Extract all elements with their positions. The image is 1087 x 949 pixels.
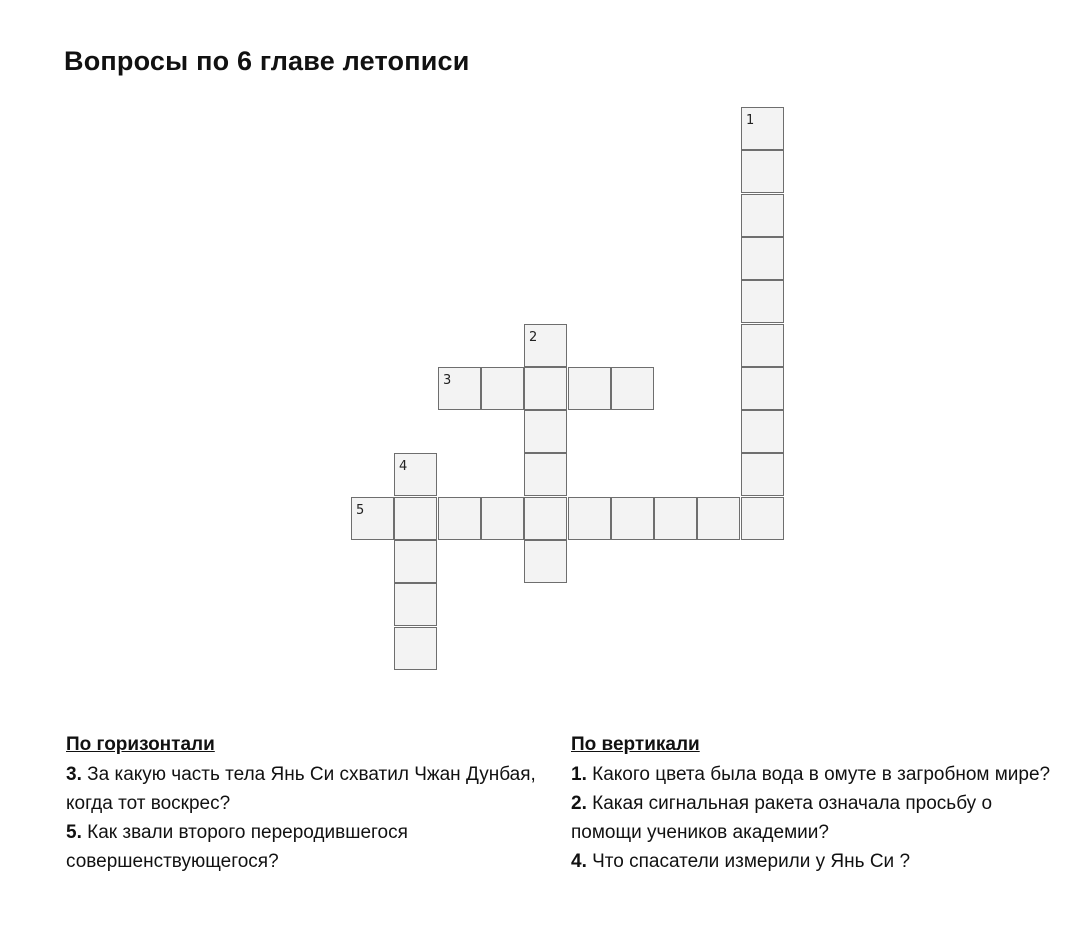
crossword-cell[interactable] xyxy=(654,497,697,540)
crossword-cell[interactable] xyxy=(524,497,567,540)
crossword-cell[interactable] xyxy=(481,367,524,410)
crossword-cell[interactable] xyxy=(438,367,481,410)
crossword-cell[interactable] xyxy=(611,497,654,540)
crossword-cell[interactable] xyxy=(741,410,784,453)
crossword-cell[interactable] xyxy=(741,280,784,323)
clue-text: Какого цвета была вода в омуте в загробном мире? xyxy=(586,764,1051,785)
clue-number-label: 2 xyxy=(529,330,538,345)
down-heading: По вертикали xyxy=(571,734,700,755)
clue-text: Какая сигнальная ракета означала просьбу о помощи учеников академии? xyxy=(571,793,993,843)
crossword-cell[interactable] xyxy=(524,410,567,453)
crossword-cell[interactable] xyxy=(394,583,437,626)
crossword-cell[interactable] xyxy=(741,453,784,496)
crossword-cell[interactable] xyxy=(394,453,437,496)
clue-number-label: 5 xyxy=(356,503,365,518)
clue-number-label: 4 xyxy=(399,459,408,474)
clue-down-2 xyxy=(571,789,1061,847)
clue-text: Что спасатели измерили у Янь Си ? xyxy=(586,851,911,872)
crossword-cell[interactable] xyxy=(697,497,740,540)
crossword-cell[interactable] xyxy=(568,497,611,540)
crossword-cell[interactable] xyxy=(524,324,567,367)
clue-text: Как звали второго переродившегося совершенствующегося? xyxy=(66,822,408,872)
crossword-cell[interactable] xyxy=(741,107,784,150)
crossword-cell[interactable] xyxy=(741,324,784,367)
crossword-cell[interactable] xyxy=(394,540,437,583)
clue-down-1 xyxy=(571,760,1061,789)
clue-number: 5. xyxy=(66,822,82,843)
crossword-cell[interactable] xyxy=(568,367,611,410)
crossword-cell[interactable] xyxy=(524,453,567,496)
crossword-cell[interactable] xyxy=(394,497,437,540)
across-clues xyxy=(66,732,536,876)
clue-text: За какую часть тела Янь Си схватил Чжан Дунбая, когда тот воскрес? xyxy=(66,764,536,814)
clue-across-5 xyxy=(66,818,536,876)
crossword-cell[interactable] xyxy=(741,194,784,237)
crossword-cell[interactable] xyxy=(741,367,784,410)
page-title: Вопросы по 6 главе летописи xyxy=(64,46,470,76)
crossword-cell[interactable] xyxy=(524,367,567,410)
crossword-cell[interactable] xyxy=(394,627,437,670)
clue-across-3 xyxy=(66,760,536,818)
clue-number-label: 3 xyxy=(443,373,452,388)
crossword-cell[interactable] xyxy=(438,497,481,540)
across-heading: По горизонтали xyxy=(66,734,215,755)
crossword-cell[interactable] xyxy=(611,367,654,410)
clue-number: 4. xyxy=(571,851,587,872)
down-clues xyxy=(571,732,1061,876)
clue-number-label: 1 xyxy=(746,113,755,128)
clue-number: 3. xyxy=(66,764,82,785)
crossword-cell[interactable] xyxy=(481,497,524,540)
crossword-cell[interactable] xyxy=(351,497,394,540)
clue-down-4 xyxy=(571,847,1061,876)
crossword-cell[interactable] xyxy=(741,237,784,280)
clue-number: 1. xyxy=(571,764,587,785)
clue-number: 2. xyxy=(571,793,587,814)
crossword-cell[interactable] xyxy=(524,540,567,583)
crossword-cell[interactable] xyxy=(741,150,784,193)
crossword-cell[interactable] xyxy=(741,497,784,540)
